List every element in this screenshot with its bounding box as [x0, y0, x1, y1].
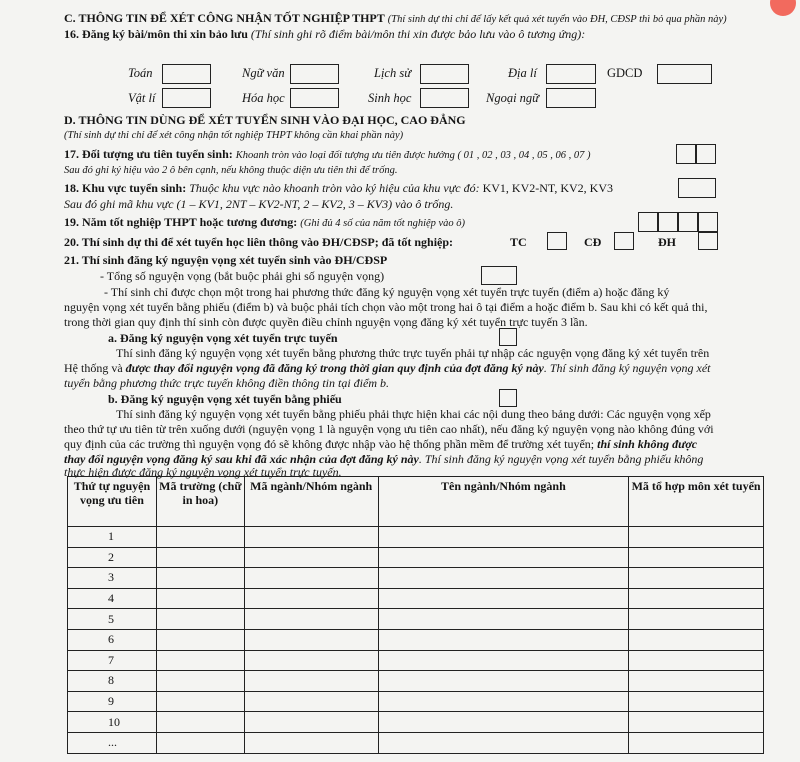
section-c-heading: C. THÔNG TIN ĐỂ XÉT CÔNG NHẬN TỐT NGHIỆP THPT — [64, 11, 385, 25]
row-input-cell[interactable] — [244, 671, 378, 692]
row-input-cell[interactable] — [629, 712, 764, 733]
row-input-cell[interactable] — [629, 609, 764, 630]
row-input-cell[interactable] — [378, 691, 629, 712]
table-row — [68, 527, 764, 548]
subject-score-box[interactable] — [290, 88, 339, 108]
row-order-cell: 6 — [68, 629, 157, 650]
q18-title: 18. Khu vực tuyển sinh: — [64, 181, 187, 195]
section-c-line — [64, 11, 727, 27]
row-input-cell[interactable] — [629, 588, 764, 609]
q18-note: Thuộc khu vực nào khoanh tròn vào ký hiệu của khu vực đó: — [189, 181, 480, 195]
option-dh-label: ĐH — [658, 235, 676, 249]
row-input-cell[interactable] — [378, 732, 629, 753]
header-major-code: Mã ngành/Nhóm ngành — [244, 477, 378, 527]
section-c-note: (Thí sinh dự thi chỉ để lấy kết quả xét tuyển vào ĐH, CĐSP thì bỏ qua phần này) — [387, 14, 727, 25]
row-input-cell[interactable] — [244, 712, 378, 733]
row-input-cell[interactable] — [244, 568, 378, 589]
row-input-cell[interactable] — [378, 671, 629, 692]
q16-note: (Thí sinh ghi rõ điểm bài/môn thi xin được bảo lưu vào ô tương ứng): — [250, 27, 586, 41]
row-input-cell[interactable] — [244, 650, 378, 671]
subject-score-box[interactable] — [546, 88, 596, 108]
row-input-cell[interactable] — [156, 588, 244, 609]
q17-title: 17. Đối tượng ưu tiên tuyển sinh: — [64, 147, 233, 161]
row-input-cell[interactable] — [156, 527, 244, 548]
subject-label: Vật lí — [128, 91, 156, 105]
row-input-cell[interactable] — [156, 712, 244, 733]
row-order-cell: 3 — [68, 568, 157, 589]
q17-note: Khoanh tròn vào loại đối tượng ưu tiên được hưởng ( 01 , 02 , 03 , 04 , 05 , 06 , 07 ) — [235, 150, 591, 161]
option-a-text: Thí sinh đăng ký nguyện vọng xét tuyển bằng phương thức trực tuyến phải tự nhập các nguyện vọng đăng ký xét tuyển trên — [116, 346, 710, 360]
option-b-text-bold: thí sinh không được — [597, 437, 698, 451]
option-b-text-post: . Thí sinh đăng ký nguyện vọng xét tuyển bằng phiếu không — [418, 452, 704, 466]
grad-year-digit-box[interactable] — [658, 212, 678, 232]
q21-paragraph: trong thời gian quy định thí sinh còn được quyền điều chỉnh nguyện vọng đăng ký xét tuyển trực tuyến 3 lần. — [64, 315, 588, 329]
subject-score-box[interactable] — [162, 88, 211, 108]
row-input-cell[interactable] — [244, 629, 378, 650]
grad-year-digit-box[interactable] — [698, 212, 718, 232]
q19-line — [64, 215, 465, 231]
table-header-row — [68, 477, 764, 527]
q21-title: 21. Thí sinh đăng ký nguyện vọng xét tuyển sinh vào ĐH/CĐSP — [64, 253, 388, 267]
row-input-cell[interactable] — [244, 691, 378, 712]
subject-score-box[interactable] — [546, 64, 596, 84]
table-row — [68, 732, 764, 753]
option-a-text-post: . Thí sinh đăng ký nguyện vọng xét — [543, 361, 711, 375]
row-input-cell[interactable] — [378, 712, 629, 733]
option-cd-label: CĐ — [584, 235, 602, 249]
row-input-cell[interactable] — [244, 527, 378, 548]
row-input-cell[interactable] — [244, 609, 378, 630]
priority-code-box[interactable] — [696, 144, 716, 164]
option-a-text-pre: Hệ thống và — [64, 361, 126, 375]
grad-year-digit-box[interactable] — [638, 212, 658, 232]
option-b-text-bold: thay đổi nguyện vọng đăng ký sau khi đã xác nhận của đợt đăng ký này — [64, 452, 419, 466]
option-a-text-bold: được thay đổi nguyện vọng đã đăng ký trong thời gian quy định của đợt đăng ký này — [125, 361, 544, 375]
row-input-cell[interactable] — [629, 547, 764, 568]
row-order-cell: 1 — [68, 527, 157, 548]
table-row — [68, 671, 764, 692]
row-input-cell[interactable] — [378, 588, 629, 609]
option-a-text-line — [64, 361, 711, 376]
row-input-cell[interactable] — [378, 547, 629, 568]
table-row — [68, 650, 764, 671]
row-input-cell[interactable] — [629, 527, 764, 548]
q21-total-label: - Tổng số nguyện vọng (bắt buộc phải ghi số nguyện vọng) — [100, 269, 385, 283]
q21-paragraph: nguyện vọng xét tuyển bằng phiếu (điểm b) và buộc phải tích chọn vào một trong hai ô tại điểm a hoặc điểm b. Sau khi có kết quả thi, — [64, 300, 708, 314]
row-order-cell: 5 — [68, 609, 157, 630]
row-input-cell[interactable] — [629, 629, 764, 650]
subject-label: Toán — [128, 66, 153, 80]
wishes-table — [67, 476, 764, 754]
q16-title: 16. Đăng ký bài/môn thi xin bảo lưu — [64, 27, 248, 41]
option-b-text: Thí sinh đăng ký nguyện vọng xét tuyển bằng phiếu phải thực hiện khai các nội dung theo bảng dưới: Các nguyện vọng xếp — [116, 407, 711, 421]
option-dh-checkbox[interactable] — [698, 232, 718, 250]
q18-instruction: Sau đó ghi mã khu vực (1 – KV1, 2NT – KV2-NT, 2 – KV2, 3 – KV3) vào ô trống. — [64, 197, 454, 211]
table-row — [68, 568, 764, 589]
priority-code-box[interactable] — [676, 144, 696, 164]
option-b-text-line — [64, 437, 697, 452]
subject-label: Địa lí — [508, 66, 537, 80]
row-input-cell[interactable] — [378, 629, 629, 650]
option-tc-label: TC — [510, 235, 527, 249]
option-a-text: tuyển bằng phương thức trực tuyến không điền thông tin tại điểm b. — [64, 376, 389, 390]
q18-line — [64, 181, 613, 196]
row-input-cell[interactable] — [156, 568, 244, 589]
table-row — [68, 588, 764, 609]
total-wishes-box[interactable] — [481, 266, 517, 285]
grad-year-digit-box[interactable] — [678, 212, 698, 232]
subject-label: Lịch sử — [374, 66, 412, 80]
row-input-cell[interactable] — [156, 609, 244, 630]
subject-score-box[interactable] — [290, 64, 339, 84]
row-input-cell[interactable] — [156, 732, 244, 753]
row-input-cell[interactable] — [244, 547, 378, 568]
row-order-cell: 4 — [68, 588, 157, 609]
table-row — [68, 609, 764, 630]
header-school-code: Mã trường (chữ in hoa) — [156, 477, 244, 527]
subject-score-box[interactable] — [420, 88, 469, 108]
corner-marker — [770, 0, 796, 16]
subject-label: Ngoại ngữ — [486, 91, 540, 105]
q20-title: 20. Thí sinh dự thi để xét tuyển học liên thông vào ĐH/CĐSP; đã tốt nghiệp: — [64, 235, 454, 249]
subject-label: GDCD — [607, 66, 643, 80]
row-input-cell[interactable] — [629, 650, 764, 671]
row-input-cell[interactable] — [378, 527, 629, 548]
row-order-cell: 9 — [68, 691, 157, 712]
table-body — [68, 527, 764, 754]
row-input-cell[interactable] — [156, 650, 244, 671]
row-order-cell: 10 — [68, 712, 157, 733]
subject-score-box[interactable] — [657, 64, 712, 84]
table-row — [68, 691, 764, 712]
q17-line — [64, 147, 590, 163]
row-order-cell: ... — [68, 732, 157, 753]
q18-options: KV1, KV2-NT, KV2, KV3 — [482, 181, 614, 195]
row-input-cell[interactable] — [156, 671, 244, 692]
option-b-text-pre: quy định của các trường thì nguyện vọng đó sẽ không được nhập vào hệ thống phần mềm để trường xét tuyển; — [64, 437, 598, 451]
row-input-cell[interactable] — [156, 547, 244, 568]
header-subject-combo: Mã tổ hợp môn xét tuyển — [629, 477, 764, 527]
option-b-text: thực hiện được đăng ký nguyện vọng xét tuyển trực tuyến. — [64, 465, 342, 479]
q19-title: 19. Năm tốt nghiệp THPT hoặc tương đương: — [64, 215, 298, 229]
option-tc-checkbox[interactable] — [547, 232, 567, 250]
row-input-cell[interactable] — [378, 650, 629, 671]
option-b-text: theo thứ tự ưu tiên từ trên xuống dưới (nguyện vọng 1 là nguyện vọng ưu tiên cao nhất), nếu đăng ký nguyện vọng nào không đúng với — [64, 422, 714, 436]
section-d-note: (Thí sinh dự thi chỉ để xét công nhận tốt nghiệp THPT không cần khai phần này) — [64, 130, 404, 141]
row-input-cell[interactable] — [629, 691, 764, 712]
option-a-title: a. Đăng ký nguyện vọng xét tuyển trực tuyến — [108, 331, 338, 345]
q17-instruction: Sau đó ghi ký hiệu vào 2 ô bên cạnh, nếu không thuộc diện ưu tiên thì để trống. — [64, 165, 398, 176]
q21-paragraph: - Thí sinh chỉ được chọn một trong hai phương thức đăng ký nguyện vọng xét tuyển trực tuyến (điểm a) hoặc đăng ký — [104, 285, 670, 299]
subject-score-box[interactable] — [162, 64, 211, 84]
row-input-cell[interactable] — [378, 609, 629, 630]
row-order-cell: 2 — [68, 547, 157, 568]
row-input-cell[interactable] — [156, 629, 244, 650]
option-cd-checkbox[interactable] — [614, 232, 634, 250]
subject-label: Ngữ văn — [242, 66, 285, 80]
section-d-heading: D. THÔNG TIN DÙNG ĐỂ XÉT TUYỂN SINH VÀO ĐẠI HỌC, CAO ĐẲNG — [64, 113, 466, 127]
row-input-cell[interactable] — [629, 732, 764, 753]
row-input-cell[interactable] — [156, 691, 244, 712]
subject-label: Hóa học — [242, 91, 285, 105]
option-a-checkbox[interactable] — [499, 328, 517, 346]
row-order-cell: 7 — [68, 650, 157, 671]
header-order: Thứ tự nguyện vọng ưu tiên — [68, 477, 157, 527]
q19-note: (Ghi đủ 4 số của năm tốt nghiệp vào ô) — [300, 218, 466, 229]
region-code-box[interactable] — [678, 178, 716, 198]
table-row — [68, 547, 764, 568]
row-input-cell[interactable] — [629, 568, 764, 589]
row-input-cell[interactable] — [378, 568, 629, 589]
row-input-cell[interactable] — [244, 588, 378, 609]
option-b-checkbox[interactable] — [499, 389, 517, 407]
subject-score-box[interactable] — [420, 64, 469, 84]
table-row — [68, 712, 764, 733]
row-input-cell[interactable] — [629, 671, 764, 692]
option-b-title: b. Đăng ký nguyện vọng xét tuyển bằng phiếu — [108, 392, 342, 406]
row-order-cell: 8 — [68, 671, 157, 692]
table-row — [68, 629, 764, 650]
subject-label: Sinh học — [368, 91, 412, 105]
q16-line — [64, 27, 585, 42]
row-input-cell[interactable] — [244, 732, 378, 753]
header-major-name: Tên ngành/Nhóm ngành — [378, 477, 629, 527]
